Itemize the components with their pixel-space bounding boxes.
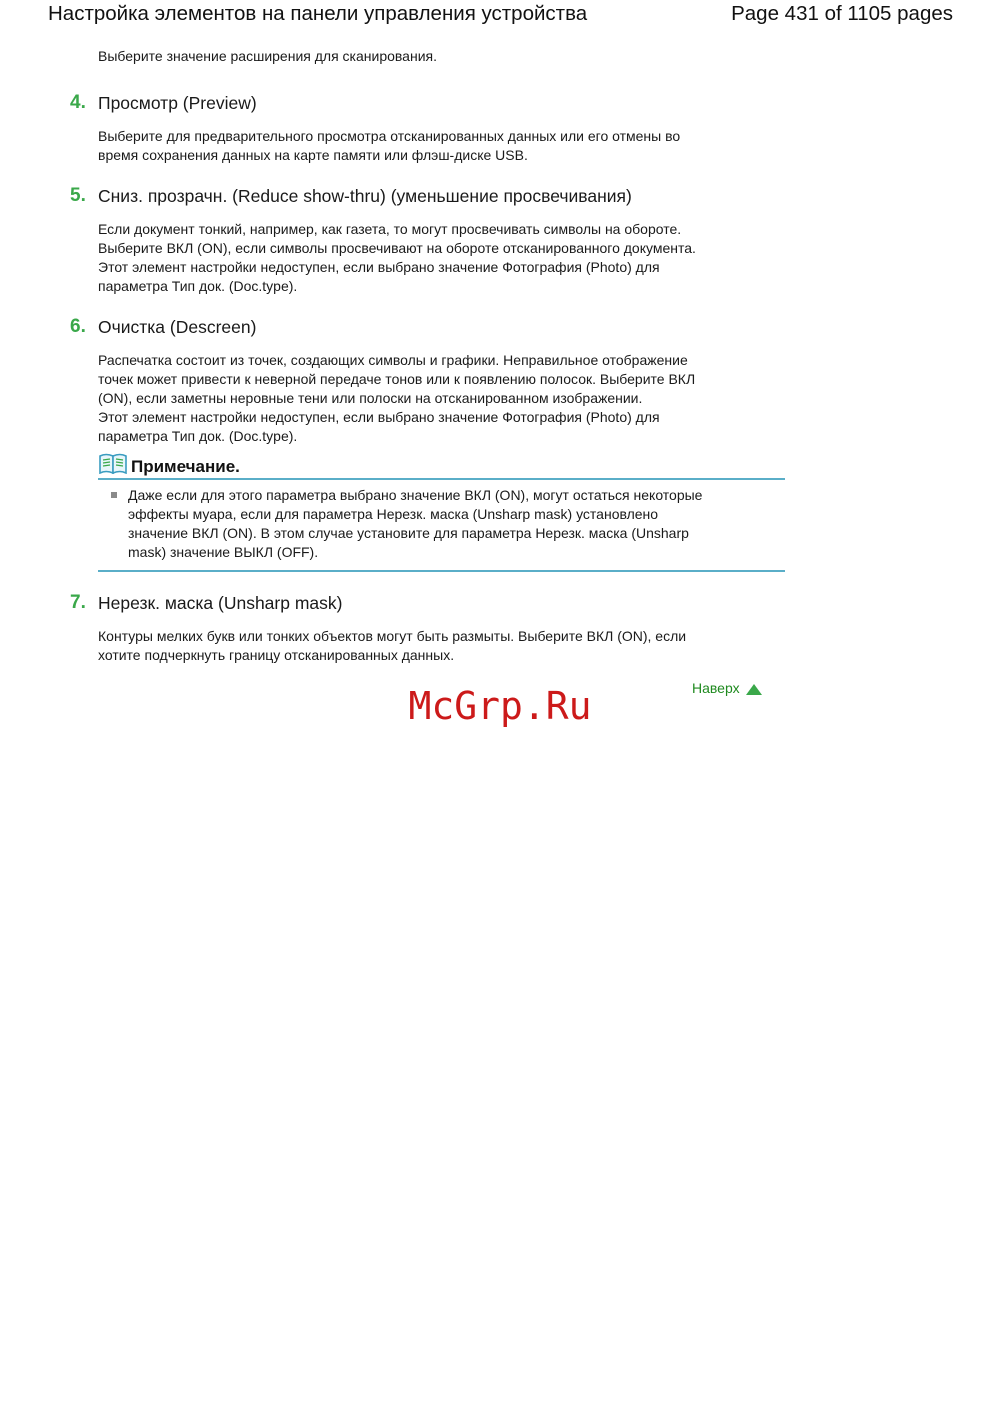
step-number: 5. (70, 185, 86, 206)
section-title: Очистка (Descreen) (98, 317, 257, 337)
note-line: эффекты муара, если для параметра Нерезк. маска (Unsharp mask) установлено (128, 506, 659, 522)
section-title: Нерезк. маска (Unsharp mask) (98, 593, 343, 613)
body-line: Этот элемент настройки недоступен, если выбрано значение Фотография (Photo) для (98, 259, 660, 275)
note-box (98, 453, 785, 572)
note-line: значение ВКЛ (ON). В этом случае установите для параметра Нерезк. маска (Unsharp (128, 525, 689, 541)
book-icon (98, 453, 128, 474)
note-body (98, 480, 785, 572)
section-preview (70, 92, 770, 165)
section-descreen (70, 316, 770, 446)
square-bullet-icon (111, 492, 117, 498)
note-line: Даже если для этого параметра выбрано значение ВКЛ (ON), могут остаться некоторые (128, 487, 703, 503)
step-number: 6. (70, 316, 86, 337)
body-line: Распечатка состоит из точек, создающих символы и графики. Неправильное отображение (98, 352, 688, 368)
body-line: Выберите ВКЛ (ON), если символы просвечивают на обороте отсканированного документа. (98, 240, 696, 256)
section-body (98, 127, 770, 165)
arrow-up-icon[interactable] (746, 684, 762, 695)
section-title: Сниз. прозрачн. (Reduce show-thru) (уменьшение просвечивания) (98, 186, 632, 206)
step-number: 4. (70, 92, 86, 113)
body-line: параметра Тип док. (Doc.type). (98, 278, 298, 294)
watermark: McGrp.Ru (408, 684, 592, 728)
step-number: 7. (70, 592, 86, 613)
body-line: время сохранения данных на карте памяти или флэш-диске USB. (98, 147, 528, 163)
body-line: Контуры мелких букв или тонких объектов могут быть размыты. Выберите ВКЛ (ON), если (98, 628, 687, 644)
body-line: Если документ тонкий, например, как газета, то могут просвечивать символы на обороте. (98, 221, 682, 237)
section-body (98, 220, 770, 296)
body-line: Выберите для предварительного просмотра отсканированных данных или его отмены во (98, 128, 681, 144)
note-line: mask) значение ВЫКЛ (OFF). (128, 544, 319, 560)
page-header (48, 0, 953, 30)
body-line: Этот элемент настройки недоступен, если выбрано значение Фотография (Photo) для (98, 409, 660, 425)
section-body (98, 627, 770, 665)
note-header (98, 453, 785, 480)
section-unsharp-mask (70, 592, 770, 665)
section-body (98, 351, 770, 446)
section-reduce-show-thru (70, 185, 770, 296)
back-to-top-link[interactable]: Наверх (692, 680, 740, 696)
document-title: Настройка элементов на панели управления устройства (48, 2, 588, 25)
section-title: Просмотр (Preview) (98, 93, 257, 113)
intro-text: Выберите значение расширения для сканирования. (98, 48, 437, 64)
body-line: (ON), если заметны неровные тени или полоски на отсканированном изображении. (98, 390, 643, 406)
body-line: хотите подчеркнуть границу отсканированных данных. (98, 647, 455, 663)
body-line: точек может привести к неверной передаче тонов или к появлению полосок. Выберите ВКЛ (98, 371, 696, 387)
body-line: параметра Тип док. (Doc.type). (98, 428, 298, 444)
note-item (98, 486, 785, 562)
page-counter: Page 431 of 1105 pages (731, 2, 953, 25)
note-title: Примечание. (131, 457, 240, 476)
